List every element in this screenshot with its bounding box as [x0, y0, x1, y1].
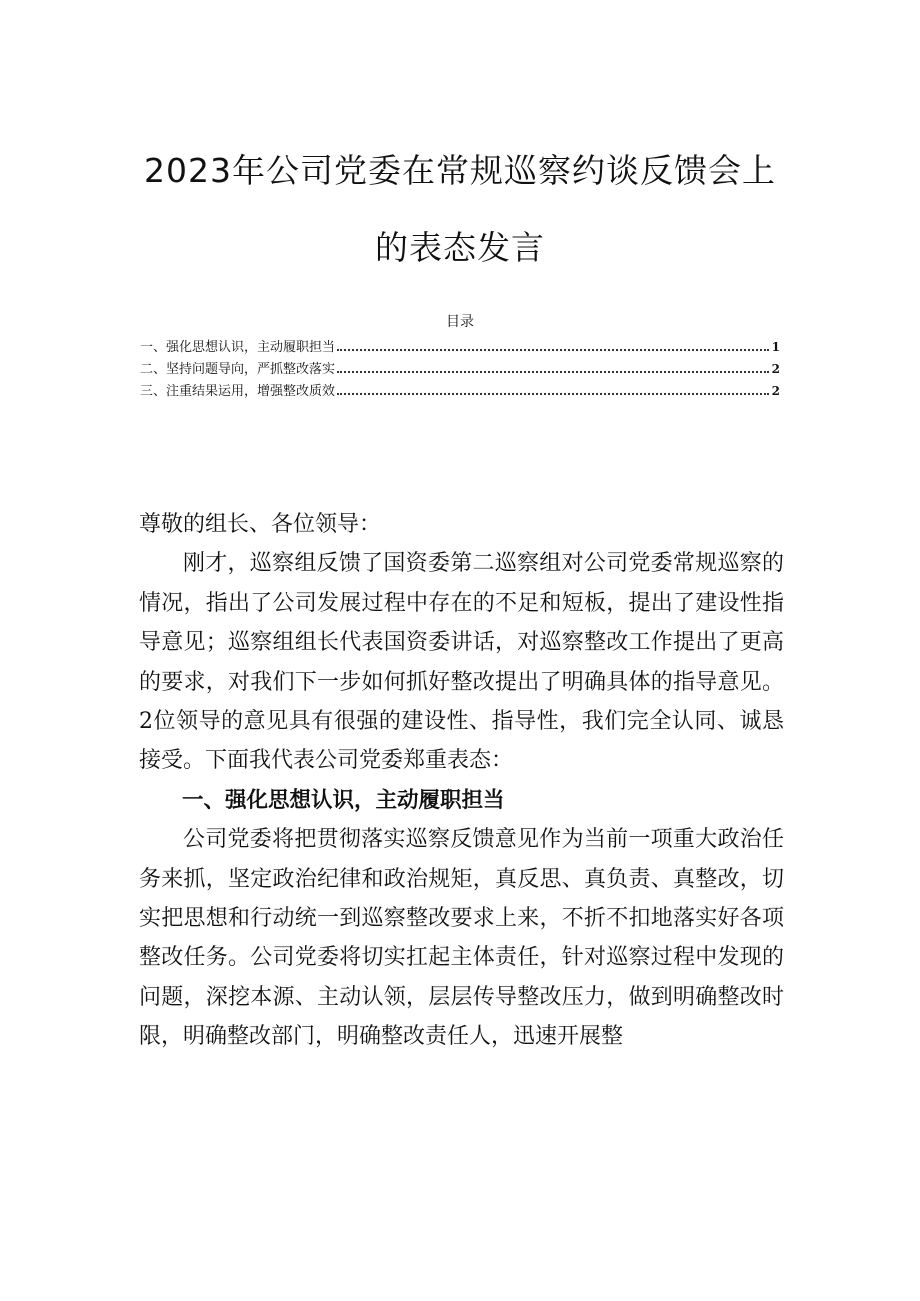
table-of-contents — [140, 338, 780, 404]
document-title-line-1: 2023年公司党委在常规巡察约谈反馈会上 — [144, 151, 776, 190]
document-body — [139, 505, 784, 1057]
body-paragraph: 公司党委将把贯彻落实巡察反馈意见作为当前一项重大政治任务来抓，坚定政治纪律和政治规矩，真反思、真负责、真整改，切实把思想和行动统一到巡察整改要求上来，不折不扣地落实好各项整改任务。公司党委将切实扛起主体责任，针对巡察过程中发现的问题，深挖本源、主动认领，层层传导整改压力，做到明确整改时限，明确整改部门，明确整改责任人，迅速开展整 — [139, 827, 784, 1050]
toc-entry[interactable] — [140, 338, 780, 360]
section-heading: 一、强化思想认识，主动履职担当 — [182, 787, 505, 813]
body-paragraph: 刚才，巡察组反馈了国资委第二巡察组对公司党委常规巡察的情况，指出了公司发展过程中存在的不足和短板，提出了建设性指导意见；巡察组组长代表国资委讲话，对巡察整改工作提出了更高的要求，对我们下一步如何抓好整改提出了明确具体的指导意见。2位领导的意见具有很强的建设性、指导性，我们完全认同、诚恳接受。下面我代表公司党委郑重表态： — [139, 551, 784, 774]
toc-leader-dots — [337, 349, 769, 351]
toc-entry-page: 1 — [771, 340, 780, 354]
toc-entry-label: 三、注重结果运用，增强整改质效 — [140, 384, 336, 399]
toc-entry-label: 二、坚持问题导向，严抓整改落实 — [140, 362, 336, 377]
toc-entry[interactable] — [140, 382, 780, 404]
toc-entry[interactable] — [140, 360, 780, 382]
toc-entry-label: 一、强化思想认识，主动履职担当 — [140, 340, 336, 355]
toc-entry-page: 2 — [771, 362, 780, 376]
toc-leader-dots — [337, 371, 769, 373]
document-title-line-2: 的表态发言 — [375, 228, 545, 267]
toc-leader-dots — [337, 393, 769, 395]
toc-heading: 目录 — [446, 314, 474, 330]
toc-entry-page: 2 — [771, 384, 780, 398]
salutation: 尊敬的组长、各位领导： — [139, 512, 382, 537]
